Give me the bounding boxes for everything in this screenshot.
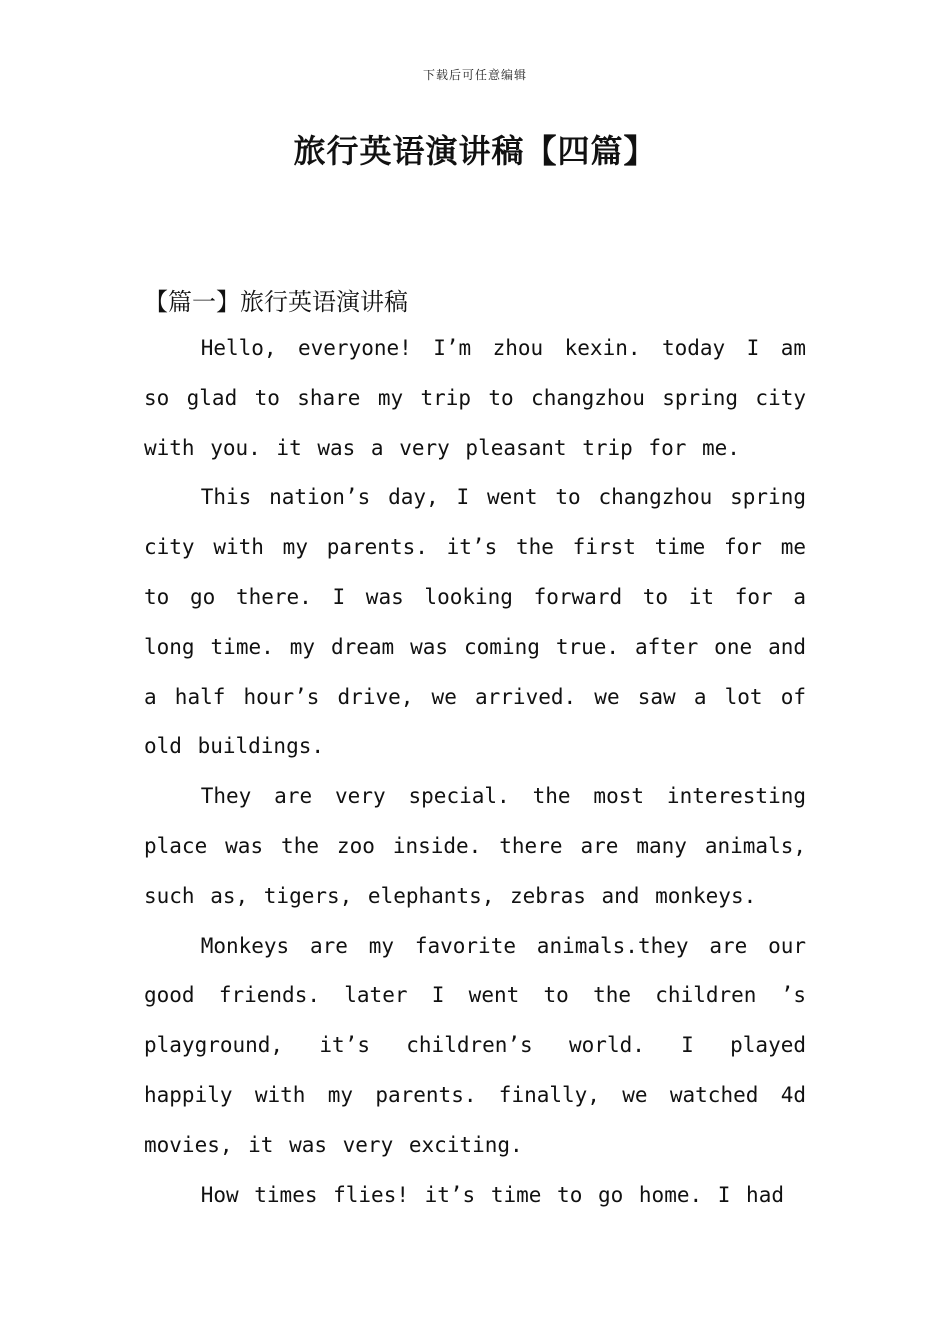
paragraph-4: Monkeys are my favorite animals.they are our good friends. later I went to the children ’s playground, it’s children’s world. I played happily with my parents. finally, we watched 4d movies, it was very exciting. bbox=[144, 933, 806, 1157]
paragraph-5: How times flies! it’s time to go home. I had bbox=[200, 1182, 784, 1207]
section-body bbox=[144, 324, 806, 1220]
paragraph-3: They are very special. the most interesting place was the zoo inside. there are many animals, such as, tigers, elephants, zebras and monkeys. bbox=[144, 784, 806, 908]
page-header-note: 下载后可任意编辑 bbox=[422, 68, 527, 82]
paragraph-2: This nation’s day, I went to changzhou spring city with my parents. it’s the first time for me to go there. I was looking forward to it for a long time. my dream was coming true. after one and a half hour’s drive, we arrived. we saw a lot of old buildings. bbox=[144, 485, 806, 759]
section-heading: 【篇一】旅行英语演讲稿 bbox=[144, 288, 408, 316]
document-title: 旅行英语演讲稿【四篇】 bbox=[293, 132, 657, 170]
paragraph-1: Hello, everyone! I’m zhou kexin. today I am so glad to share my trip to changzhou spring city with you. it was a very pleasant trip for me. bbox=[144, 336, 806, 460]
